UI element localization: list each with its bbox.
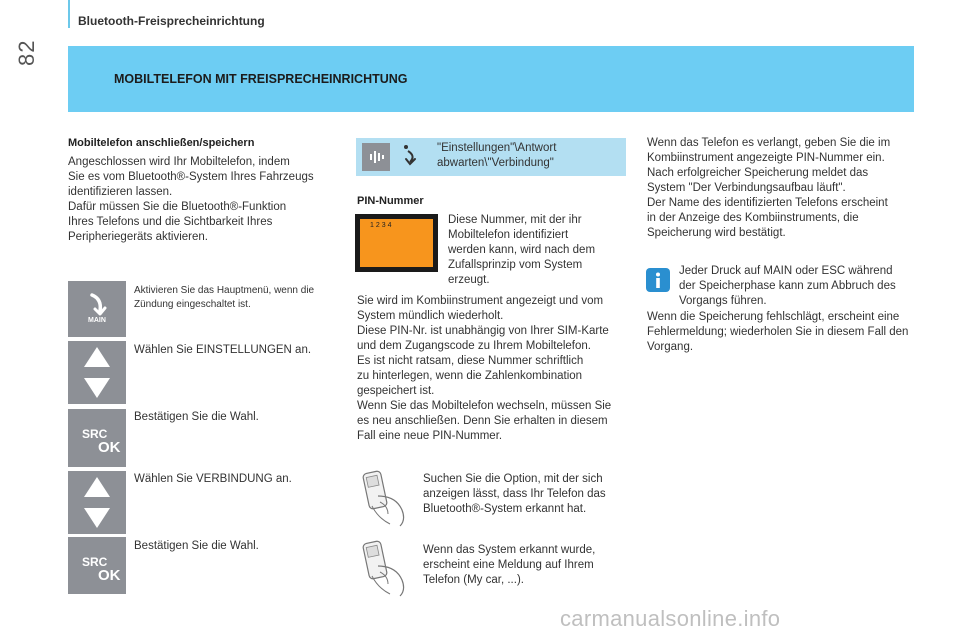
text-line: identifizieren lassen. [68, 186, 173, 198]
text-line: System "Der Verbindungsaufbau läuft". [647, 182, 846, 194]
text-line: Vorgangs führen. [679, 295, 767, 307]
text-line: Es ist nicht ratsam, diese Nummer schriftlich [357, 355, 584, 367]
text-line: und dem Zugangscode zu Ihrem Mobiltelefon. [357, 340, 591, 352]
speaker-icon [362, 143, 390, 171]
src-ok-button-icon [68, 537, 126, 594]
ok-label: OK [98, 567, 121, 584]
text-line: Nach erfolgreicher Speicherung meldet das [647, 167, 869, 179]
step-5-text: Bestätigen Sie die Wahl. [134, 540, 259, 552]
status-message-text [437, 141, 622, 171]
text-line: Angeschlossen wird Ihr Mobiltelefon, indem [68, 156, 290, 168]
src-ok-button-icon [68, 409, 126, 467]
text-line: anzeigen lässt, dass Ihr Telefon das [423, 488, 606, 500]
text-line: Wenn die Speicherung fehlschlägt, erscheint eine [647, 311, 900, 323]
text-line: Vorgang. [647, 341, 694, 353]
pin-display-screen [355, 214, 438, 272]
text-line: erscheint eine Meldung auf Ihrem [423, 559, 594, 571]
text-line: Sie wird im Kombiinstrument angezeigt und vom [357, 295, 604, 307]
step-2-text: Wählen Sie EINSTELLUNGEN an. [134, 344, 312, 356]
text-line: Wenn das Telefon es verlangt, geben Sie die im [647, 137, 891, 149]
text-line: "Einstellungen"\Antwort [437, 142, 557, 154]
chapter-marker-bar [68, 0, 70, 28]
up-down-arrows-icon [68, 471, 126, 534]
text-line: Fehlermeldung; wiederholen Sie in diesem Fall den [647, 326, 909, 338]
voice-command-icon [400, 142, 424, 172]
left-heading: Mobiltelefon anschließen/speichern [68, 137, 255, 149]
info-icon [646, 268, 670, 292]
text-line: Der Name des identifizierten Telefons erscheint [647, 197, 888, 209]
step-1-text [134, 284, 334, 312]
text-line: erzeugt. [448, 274, 490, 286]
text-line: gespeichert ist. [357, 385, 435, 397]
ok-label: OK [98, 439, 121, 456]
text-line: in der Anzeige des Kombiinstruments, die [647, 212, 859, 224]
text-line: Sie es vom Bluetooth®-System Ihres Fahrzeugs [68, 171, 314, 183]
pin-display-panel [360, 219, 433, 267]
text-line: Speicherung wird bestätigt. [647, 227, 786, 239]
text-line: werden kann, wird nach dem [448, 244, 596, 256]
text-line: Dafür müssen Sie die Bluetooth®-Funktion [68, 201, 287, 213]
section-banner-title: MOBILTELEFON MIT FREISPRECHEINRICHTUNG [114, 72, 408, 86]
step-4-text: Wählen Sie VERBINDUNG an. [134, 473, 292, 485]
info-tail-text [647, 310, 927, 355]
text-line: Aktivieren Sie das Hauptmenü, wenn die [134, 285, 315, 296]
left-intro [68, 155, 338, 245]
text-line: Mobiltelefon identifiziert [448, 229, 569, 241]
text-line: System mündlich wiederholt. [357, 310, 504, 322]
phone-step-1-text [423, 472, 623, 517]
page-number: 82 [14, 39, 39, 66]
text-line: Zündung eingeschaltet ist. [134, 299, 251, 310]
text-line: Ihres Telefons und die Sichtbarkeit Ihres [68, 216, 273, 228]
text-line: Telefon (My car, ...). [423, 574, 524, 586]
up-down-arrows-icon [68, 341, 126, 404]
phone-step-2-text [423, 543, 623, 588]
text-line: es neu anschließen. Denn Sie erhalten in diesem [357, 415, 608, 427]
text-line: abwarten\"Verbindung" [437, 157, 554, 169]
phone-in-hand-icon [358, 466, 414, 528]
text-line: Wenn Sie das Mobiltelefon wechseln, müssen Sie [357, 400, 612, 412]
src-label: SRC [82, 555, 108, 569]
status-message-bar [356, 138, 626, 176]
src-label: SRC [82, 427, 108, 441]
text-line: Fall eine neue PIN-Nummer. [357, 430, 503, 442]
text-line: Bluetooth®-System erkannt hat. [423, 503, 587, 515]
right-paragraph [647, 136, 922, 241]
pin-body-text [357, 294, 632, 444]
main-button-label: MAIN [88, 317, 106, 324]
pin-display-digits: 1234 [370, 222, 394, 229]
chapter-title: Bluetooth-Freisprecheinrichtung [78, 14, 265, 28]
step-3-text: Bestätigen Sie die Wahl. [134, 411, 259, 423]
text-line: Diese PIN-Nr. ist unabhängig von Ihrer SIM-Karte [357, 325, 609, 337]
text-line: Peripheriegeräts aktivieren. [68, 231, 208, 243]
text-line: Diese Nummer, mit der ihr [448, 214, 582, 226]
text-line: Kombiinstrument angezeigte PIN-Nummer ein. [647, 152, 885, 164]
phone-in-hand-icon [358, 536, 414, 598]
main-button-icon [68, 281, 126, 337]
text-line: Jeder Druck auf MAIN oder ESC während [679, 265, 893, 277]
text-line: Suchen Sie die Option, mit der sich [423, 473, 603, 485]
pin-description [448, 213, 628, 288]
text-line: zu hinterlegen, wenn die Zahlenkombination [357, 370, 583, 382]
pin-heading: PIN-Nummer [357, 195, 424, 207]
watermark: carmanualsonline.info [560, 606, 781, 631]
text-line: Wenn das System erkannt wurde, [423, 544, 596, 556]
text-line: Zufallsprinzip vom System [448, 259, 583, 271]
info-note-text [679, 264, 919, 309]
text-line: der Speicherphase kann zum Abbruch des [679, 280, 896, 292]
